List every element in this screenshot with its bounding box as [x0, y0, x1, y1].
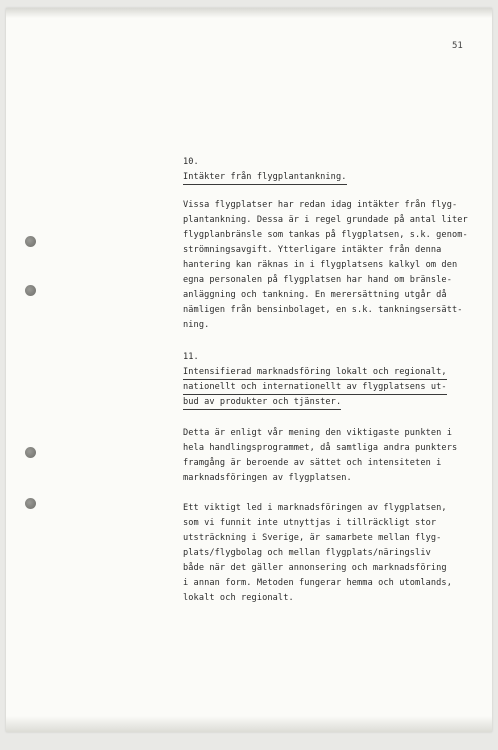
paragraph-line: plantankning. Dessa är i regel grundade på antal liter	[183, 215, 468, 225]
paragraph-line: plats/flygbolag och mellan flygplats/näringsliv	[183, 548, 431, 558]
paragraph-line: hela handlingsprogrammet, då samtliga andra punkters	[183, 443, 458, 453]
binder-hole-4	[25, 498, 36, 509]
paragraph-line: Ett viktigt led i marknadsföringen av flygplatsen,	[183, 503, 447, 513]
paragraph-line: i annan form. Metoden fungerar hemma och utomlands,	[183, 578, 452, 588]
binder-hole-1	[25, 236, 36, 247]
section-heading: nationellt och internationellt av flygplatsens ut-	[183, 382, 447, 395]
paragraph-line: framgång är beroende av sättet och intensiteten i	[183, 458, 442, 468]
paragraph-line: hantering kan räknas in i flygplatsens kalkyl om den	[183, 260, 458, 270]
paragraph-line: som vi funnit inte utnyttjas i tillräckligt stor	[183, 518, 437, 528]
paragraph-line: egna personalen på flygplatsen har hand om bränsle-	[183, 275, 452, 285]
section-heading: Intensifierad marknadsföring lokalt och regionalt,	[183, 367, 447, 380]
section-heading: bud av produkter och tjänster.	[183, 397, 341, 410]
section-number: 10.	[183, 157, 199, 167]
paragraph-line: flygplanbränsle som tankas på flygplatsen, s.k. genom-	[183, 230, 468, 240]
paragraph-line: Vissa flygplatser har redan idag intäkter från flyg-	[183, 200, 458, 210]
section-number: 11.	[183, 352, 199, 362]
paragraph-line: lokalt och regionalt.	[183, 593, 294, 603]
page-bottom-edge	[6, 716, 492, 732]
binder-hole-2	[25, 285, 36, 296]
page-top-edge	[6, 8, 492, 18]
paragraph-line: utsträckning i Sverige, är samarbete mellan flyg-	[183, 533, 442, 543]
paragraph-line: strömningsavgift. Ytterligare intäkter från denna	[183, 245, 442, 255]
binder-hole-3	[25, 447, 36, 458]
paragraph-line: nämligen från bensinbolaget, en s.k. tankningsersätt-	[183, 305, 463, 315]
paragraph-line: marknadsföringen av flygplatsen.	[183, 473, 352, 483]
paragraph-line: både när det gäller annonsering och marknadsföring	[183, 563, 447, 573]
paragraph-line: Detta är enligt vår mening den viktigaste punkten i	[183, 428, 452, 438]
page-number: 51	[452, 41, 463, 51]
paragraph-line: anläggning och tankning. En merersättning utgår då	[183, 290, 447, 300]
section-heading: Intäkter från flygplantankning.	[183, 172, 347, 185]
paragraph-line: ning.	[183, 320, 210, 330]
